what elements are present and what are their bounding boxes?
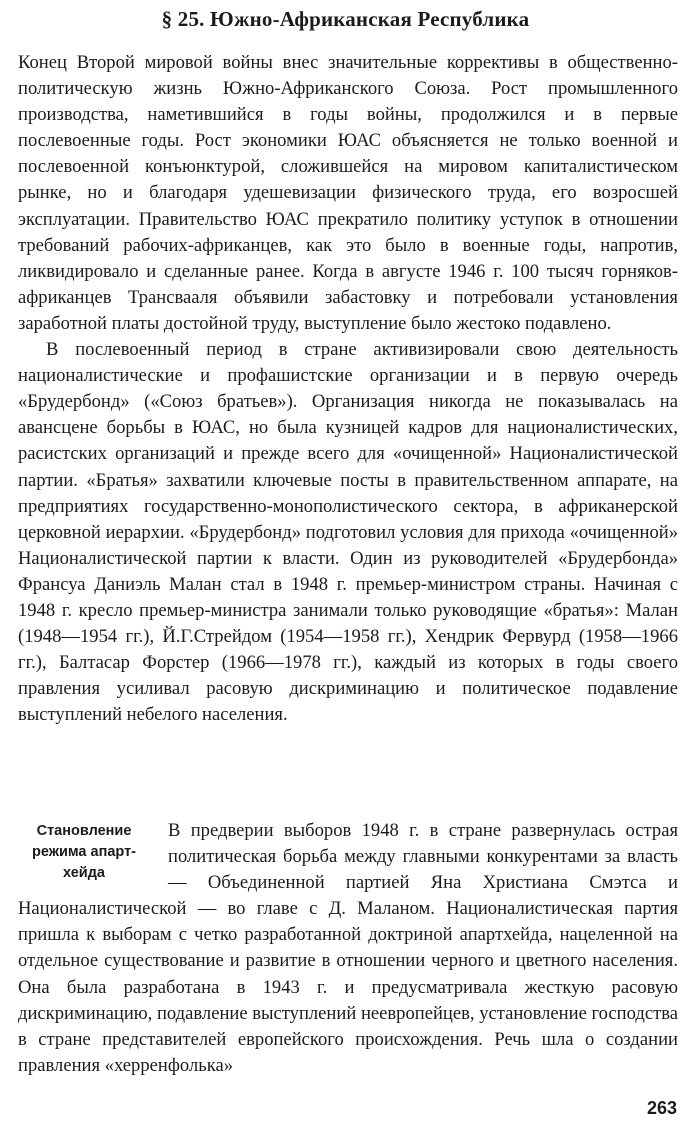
page-number: 263 (646, 1098, 677, 1118)
paragraph-broederbond: В послевоенный период в стране активизировали свою деятельность националистические и профашистские организации и в первую очередь «Брудербонд» («Союз братьев»). Организация никогда не показывалась на авансцене борьбы в ЮАС, но была кузницей кадров для националистических, расистских организаций и прежде всего для «очищенной» Националистической партии. «Братья» захватили ключевые посты в правительственном аппарате, на предприятиях государственно-монополистического сектора, в африканерской церковной иерархии. «Брудербонд» подготовил условия для прихода «очищенной» Националистической партии к власти. Один из руководителей «Брудербонда» Франсуа Даниэль Малан стал в 1948 г. премьер-министром страны. Начиная с 1948 г. кресло премьер-министра занимали только руководящие «братья»: Малан (1948—1954 гг.), Й.Г.Стрейдом (1954—1958 гг.), Хендрик Фервурд (1958—1966 гг.), Балтасар Форстер (1966—1978 гг.), каждый из которых в годы своего правления усиливал расовую дискриминацию и политическое подавление выступлений небелого населения. (18, 339, 678, 726)
paragraph-postwar-economy: Конец Второй мировой войны внес значительные коррективы в общественно-политическую жизнь Южно-Африканского Союза. Рост промышленного производства, наметившийся в годы войны, продолжился и в первые послевоенные годы. Рост экономики ЮАС объясняется не только военной и послевоенной конъюнктурой, сложившейся на мировом капиталистическом рынке, но и благодаря удешевизации физического труда, его возросшей эксплуатации. Правительство ЮАС прекратило политику уступок в отношении требований рабочих-африканцев, как это было в военные годы, напротив, ликвидировало и сделанные ранее. Когда в августе 1946 г. 100 тысяч горняков-африканцев Трансвааля объявили забастовку и потребовали установления заработной платы достойной труду, выступление было жестоко подавлено. (18, 52, 678, 334)
apartheid-section (18, 818, 678, 1079)
side-heading-apartheid: Становление режима апарт-хейда (31, 823, 137, 881)
section-heading: § 25. Южно-Африканская Республика (161, 7, 530, 31)
main-text-block (18, 50, 678, 728)
paragraph-elections-1948: В предверии выборов 1948 г. в стране развернулась острая политическая борьба между главными конкурентами за власть — Объединенной партией Яна Христиана Смэтса и Националистической — во главе с Д. Маланом. Националистическая партия пришла к выборам с четко разработанной доктриной апартхейда, нацеленной на отдельное существование и развитие в отношении черного и цветного населения. Она была разработана в 1943 г. и предусматривала жесткую расовую дискриминацию, подавление выступлений неевропейцев, установление господства в стране представителей европейского происхождения. Речь шла о создании правления «херренфолька» (18, 820, 678, 1076)
